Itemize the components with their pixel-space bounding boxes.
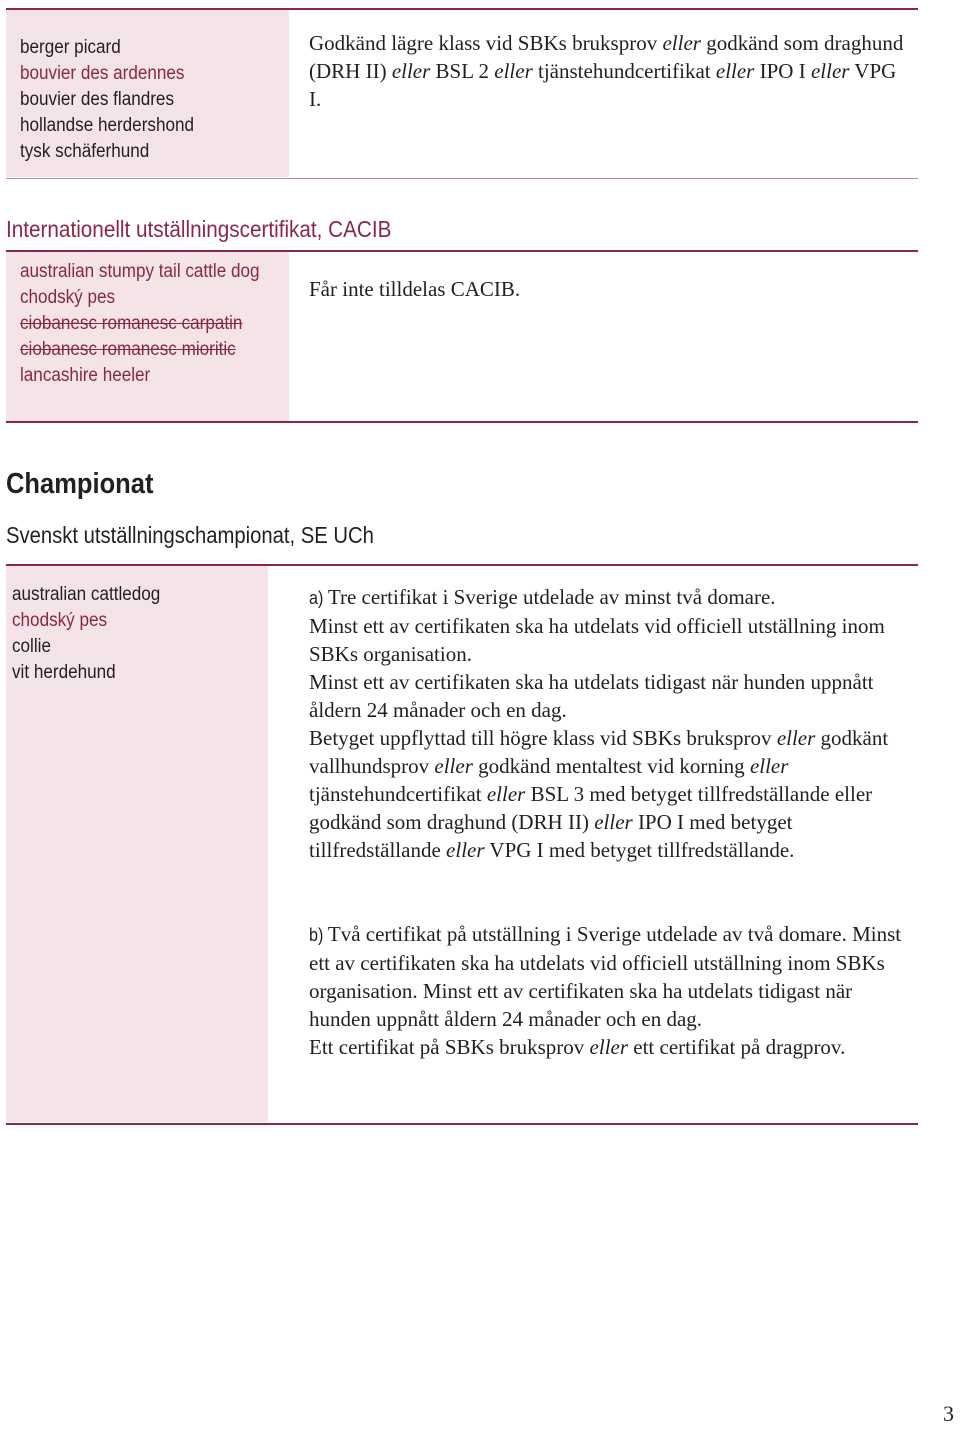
breed-item: hollandse herdershond (20, 115, 194, 136)
option-label: b) (309, 925, 324, 945)
cacib-text: Får inte tilldelas CACIB. (309, 277, 521, 301)
breed-item-struck: ciobanesc romanesc carpatin (20, 313, 243, 334)
breed-item: vit herdehund (12, 662, 116, 683)
breed-item: bouvier des ardennes (20, 63, 185, 84)
breed-item: australian cattledog (12, 584, 161, 605)
requirement-a: a) Tre certifikat i Sverige utdelade av minst två domare. Minst ett av certifikaten ska ha utdelats vid officiell utställning inom SBKs organisation. Minst ett av certifikaten ska ha utdelats tidigast när hunden uppnått åldern 24 månader och en dag. Betyget uppflyttad till högre klass vid SBKs bruksprov eller godkänt vallhundsprov eller godkänd mentaltest vid korning eller tjänstehundcertifikat eller BSL 3 med betyget tillfredställande eller godkänd som draghund (DRH II) eller IPO I med betyget tillfredställande eller VPG I med betyget tillfredställande. (309, 585, 889, 862)
championat-subheading: Svenskt utställningschampionat, SE UCh (6, 522, 374, 548)
requirement-b: b) Två certifikat på utställning i Sverige utdelade av två domare. Minst ett av certifikaten ska ha utdelats vid officiell utställning inom SBKs organisation. Minst ett av certifikaten ska ha utdelats tidigast när hunden uppnått åldern 24 månader och en dag. Ett certifikat på SBKs bruksprov eller ett certifikat på dragprov. (309, 922, 902, 1059)
section-divider (6, 421, 918, 423)
breed-list (20, 35, 194, 165)
breed-list (12, 582, 160, 686)
requirement-text: Godkänd lägre klass vid SBKs bruksprov eller godkänd som draghund (DRH II) eller BSL 2 eller tjänstehundcertifikat eller IPO I eller VPG I. (309, 31, 904, 111)
breed-item: bouvier des flandres (20, 89, 174, 110)
breed-item: berger picard (20, 37, 121, 58)
breed-item-struck: ciobanesc romanesc mioritic (20, 339, 236, 360)
breed-list (20, 259, 260, 389)
page-number: 3 (943, 1401, 954, 1426)
breed-item: chodský pes (20, 287, 116, 308)
breed-item: tysk schäferhund (20, 141, 150, 162)
breed-item: chodský pes (12, 610, 108, 631)
cacib-heading: Internationellt utställningscertifikat, CACIB (6, 216, 392, 242)
option-label: a) (309, 588, 324, 608)
championat-heading: Championat (6, 468, 154, 500)
section-divider (6, 1123, 918, 1125)
breed-item: australian stumpy tail cattle dog (20, 261, 260, 282)
breed-item: collie (12, 636, 51, 657)
section-divider (6, 178, 918, 179)
breed-item: lancashire heeler (20, 365, 151, 386)
